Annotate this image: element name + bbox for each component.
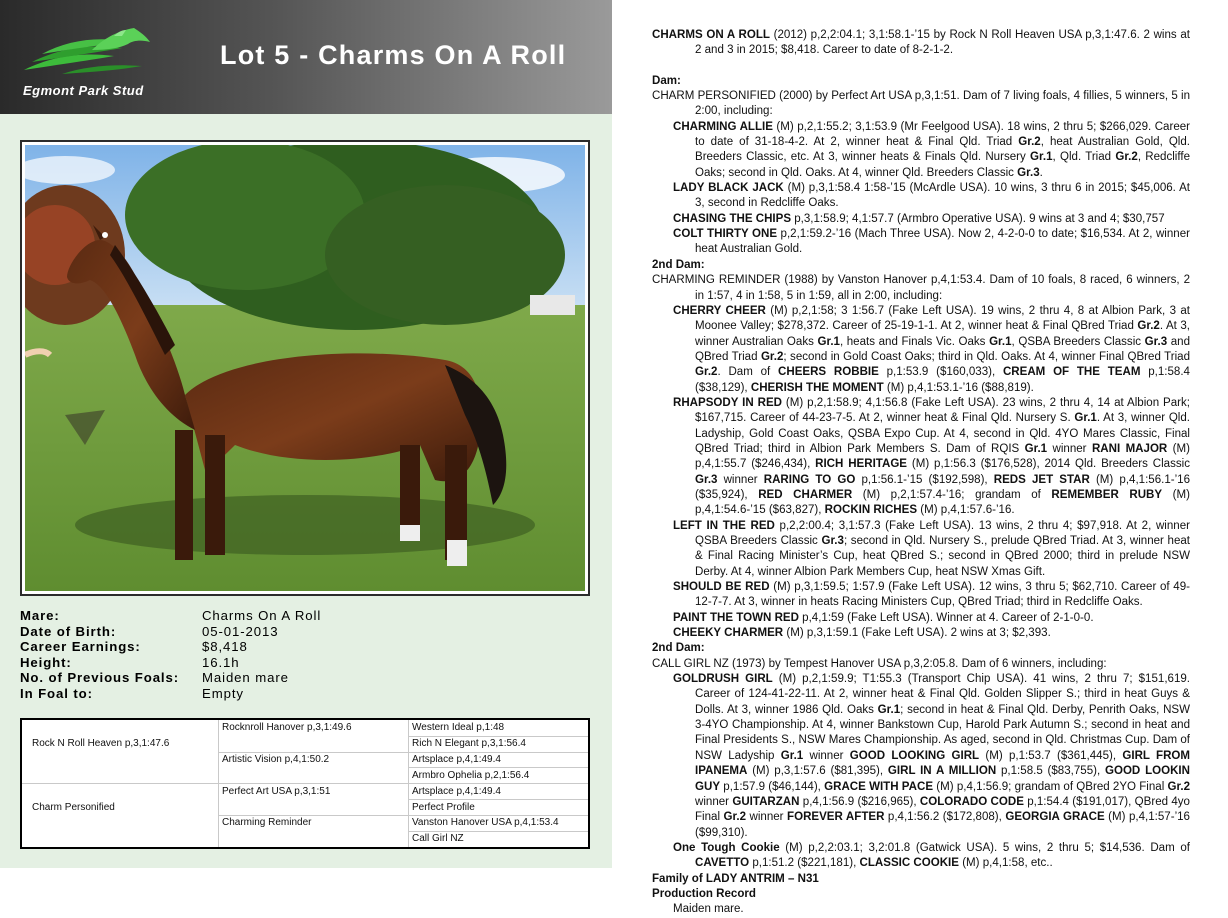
- progeny-name: SHOULD BE RED: [673, 581, 770, 594]
- progeny-text: p,1:53.9 ($160,033),: [878, 366, 1003, 379]
- grade-label: Gr.2: [1115, 151, 1138, 164]
- offspring-name: RANI MAJOR: [1091, 442, 1168, 455]
- grade-label: Gr.2: [1137, 320, 1160, 333]
- pedigree-gen3: Armbro Ophelia p,2,1:56.4: [412, 770, 530, 781]
- pedigree-gen2: Perfect Art USA p,3,1:51: [222, 786, 331, 797]
- progeny-text: (M) p,1:56.3 ($176,528), 2014 Qld. Breeders Classic: [907, 458, 1190, 471]
- detail-value: Charms On A Roll: [202, 608, 322, 623]
- pedigree-divider: [218, 752, 590, 753]
- progeny-text: , QSBA Breeders Classic: [1011, 335, 1145, 348]
- progeny-name: LADY BLACK JACK: [673, 182, 784, 195]
- detail-label: Date of Birth:: [20, 623, 117, 639]
- progeny-name: CHARMING ALLIE: [673, 120, 773, 133]
- pedigree-sire: Rock N Roll Heaven p,3,1:47.6: [32, 738, 170, 749]
- offspring-name: REDS JET STAR: [993, 473, 1090, 486]
- pedigree-divider: [408, 831, 590, 832]
- second-dam-text: CHARMING REMINDER (1988) by Vanston Hanover p,4,1:53.4. Dam of 10 foals, 8 raced, 6 winners, 2 in 1:57, 4 in 1:58, 5 in 1:59, all in 2:00, including:: [652, 274, 1190, 302]
- offspring-name: CREAM OF THE TEAM: [1002, 366, 1141, 379]
- grade-label: Gr.1: [1030, 151, 1053, 164]
- progeny-text: p,1:57.9 ($46,144),: [720, 780, 825, 793]
- pedigree-gen3: Vanston Hanover USA p,4,1:53.4: [412, 817, 559, 828]
- third-dam-heading: 2nd Dam:: [652, 642, 705, 655]
- progeny-entry: [652, 611, 1190, 626]
- progeny-text: (M) p,2,1:57.4-’16; grandam of: [852, 488, 1052, 501]
- detail-label: Height:: [20, 654, 72, 670]
- offspring-name: GEORGIA GRACE: [1005, 811, 1105, 824]
- progeny-text: winner: [746, 811, 788, 824]
- pedigree-divider: [408, 799, 590, 800]
- grade-label: Gr.1: [1074, 412, 1097, 425]
- progeny-entry: [652, 580, 1190, 611]
- grade-label: Gr.2: [1167, 780, 1190, 793]
- progeny-entry: [652, 519, 1190, 580]
- progeny-text: (M) p,3,1:59.5; 1:57.9 (Fake Left USA). 12 wins, 3 thru 5; $62,710. Career of 49-12-7-7. At 3, winner in heats Racing Ministers Cup, QBred Triad; third in Redcliffe Oaks.: [695, 581, 1190, 609]
- detail-label: Career Earnings:: [20, 639, 141, 655]
- progeny-text: p,1:56.1-’15 ($192,598),: [855, 473, 994, 486]
- detail-value: 05-01-2013: [202, 623, 279, 639]
- offspring-name: ROCKIN RICHES: [824, 504, 918, 517]
- grade-label: Gr.3: [821, 535, 844, 547]
- offspring-name: GUITARZAN: [732, 795, 800, 808]
- horse-photo: [20, 140, 590, 596]
- progeny-text: p,4,1:56.9 ($216,965),: [799, 795, 920, 808]
- grade-label: Gr.3: [1144, 335, 1168, 348]
- pedigree-divider: [218, 720, 219, 849]
- pedigree-divider: [408, 720, 409, 849]
- progeny-text: (M) p,4,1:57-’16 ($99,310).: [695, 811, 1190, 839]
- catalogue-page: [652, 28, 1190, 918]
- detail-value: Empty: [202, 685, 244, 701]
- third-dam-text: CALL GIRL NZ (1973) by Tempest Hanover USA p,3,2:05.8. Dam of 6 winners, including:: [652, 657, 1107, 670]
- intro-text: (2012) p,2,2:04.1; 3,1:58.1-’15 by Rock N Roll Heaven USA p,3,1:47.6. 2 wins at 2 and 3 in 2015; $8,418. Career to date of 8-2-1-2.: [695, 29, 1190, 57]
- progeny-text: (M) p,4,1:53.1-’16 ($88,819).: [883, 381, 1034, 394]
- progeny-text: . Dam of: [717, 366, 779, 379]
- grade-label: Gr.1: [780, 749, 804, 762]
- offspring-name: REMEMBER RUBY: [1051, 488, 1163, 501]
- pedigree-gen3: Artsplace p,4,1:49.4: [412, 786, 501, 797]
- progeny-text: , Qld. Triad: [1052, 151, 1116, 164]
- progeny-name: PAINT THE TOWN RED: [673, 611, 799, 624]
- progeny-text: p,3,1:58.9; 4,1:57.7 (Armbro Operative USA). 9 wins at 3 and 4; $30,757: [791, 212, 1165, 225]
- pedigree-gen3: Perfect Profile: [412, 802, 475, 813]
- progeny-entry: [652, 120, 1190, 181]
- progeny-name: RHAPSODY IN RED: [673, 396, 783, 409]
- progeny-text: , Redcliffe Oaks; second in Qld. Oaks. At 4, winner Qld. Breeders Classic: [695, 151, 1190, 179]
- progeny-text: p,2,1:59.2-’16 (Mach Three USA). Now 2, 4-2-0-0 to date; $16,534. At 2, winner heat Australian Gold.: [695, 228, 1190, 256]
- pedigree-gen3: Call Girl NZ: [412, 833, 464, 844]
- grade-label: Gr.2: [723, 811, 746, 824]
- grade-label: Gr.1: [989, 335, 1012, 348]
- progeny-entry: [652, 672, 1190, 841]
- left-panel: [0, 0, 612, 868]
- progeny-text: winner: [695, 795, 733, 808]
- header-bar: [0, 0, 612, 114]
- progeny-entry: [652, 212, 1190, 227]
- progeny-text: (M) p,2,2:03.1; 3,2:01.8 (Gatwick USA). 5 wins, 2 thru 5; $14,536. Dam of: [779, 841, 1190, 854]
- progeny-text: (M) p,2,1:59.9; T1:55.3 (Transport Chip USA). 41 wins, 2 thru 7; $151,619. Career of 124-41-22-11. At 2, winner heat & Final Qld. Golden Slipper S.; third in heat Guys & Dolls. At 3, winner 1986 Qld. Oaks: [695, 673, 1190, 716]
- progeny-name: One Tough Cookie: [673, 841, 780, 854]
- dam-heading: Dam:: [652, 74, 681, 87]
- progeny-text: (M) p,2,1:58.9; 4,1:56.8 (Fake Left USA). 23 wins, 2 thru 4, 14 at Albion Park; $167,715. Career of 44-23-7-5. At 2, winner heat & Final Qld. Nursery S.: [695, 396, 1191, 425]
- mare-name: CHARMS ON A ROLL: [652, 29, 770, 41]
- detail-value: $8,418: [202, 639, 248, 655]
- pedigree-dam: Charm Personified: [32, 802, 115, 813]
- pedigree-table: [20, 718, 590, 849]
- grade-label: Gr.1: [1024, 442, 1048, 455]
- horse-logo-icon: [22, 26, 152, 78]
- pedigree-gen3: Western Ideal p,1:48: [412, 722, 505, 733]
- pedigree-divider: [408, 736, 590, 737]
- detail-label: Mare:: [20, 608, 60, 623]
- progeny-text: . At 3, winner Australian Oaks: [695, 320, 1190, 348]
- progeny-text: ; second in heat & Final Qld. Derby, Penrith Oaks, NSW 3-4YO Championship. At 4, winner Bankstown Cup, Harold Park Autumn S.; second in heat and Final Presidents S., NSW Mares Championship. As aged, second in Qld. Christmas Cup. Dam of NSW Ladyship: [695, 703, 1191, 762]
- progeny-text: (M) p,4,1:56.9; grandam of QBred 2YO Final: [933, 780, 1168, 793]
- offspring-name: GOOD LOOKING GIRL: [849, 749, 980, 762]
- progeny-entry: [652, 227, 1190, 258]
- progeny-text: winner: [803, 749, 850, 762]
- progeny-text: p,4,1:59 (Fake Left USA). Winner at 4. Career of 2-1-0-0.: [798, 611, 1094, 624]
- pedigree-divider: [22, 783, 590, 784]
- pedigree-gen3: Rich N Elegant p,3,1:56.4: [412, 738, 526, 749]
- progeny-entry: [652, 181, 1190, 212]
- progeny-name: CHEEKY CHARMER: [673, 627, 784, 640]
- production-heading: Production Record: [652, 887, 756, 900]
- pedigree-gen2: Charming Reminder: [222, 817, 312, 828]
- progeny-name: LEFT IN THE RED: [673, 519, 775, 532]
- progeny-entry: [652, 396, 1190, 519]
- detail-value: 16.1h: [202, 654, 240, 670]
- progeny-text: (M) p,4,1:57.6-’16.: [917, 504, 1015, 517]
- horse-photo-icon: [25, 145, 585, 591]
- second-dam-heading: 2nd Dam:: [652, 258, 705, 271]
- offspring-name: CAVETTO: [695, 857, 750, 870]
- progeny-text: p,1:54.4 ($191,017), QBred 4yo Final: [695, 795, 1190, 824]
- progeny-text: . At 3, winner Qld. Ladyship, Gold Coast Oaks, QSBA Expo Cup. At 4, second in Qld. 4YO Mares Classic, Final QBred Triad; third in Albion Park Members S. Dam of RQIS: [695, 412, 1190, 455]
- offspring-name: CHERISH THE MOMENT: [750, 381, 884, 394]
- grade-label: Gr.2: [695, 366, 718, 379]
- lot-title: Lot 5 - Charms On A Roll: [220, 40, 567, 70]
- pedigree-divider: [408, 767, 590, 768]
- progeny-text: ; second in Qld. Nursery S., prelude QBred Triad. At 3, winner heat & Final Racing Minister’s Cup, heat QBred S.; second in QBred 2000; third in prelude NSW Derby. At 4, winner Albion Park Members Cup, heat NSW Xmas Gift.: [695, 535, 1191, 578]
- brand-name: Egmont Park Stud: [23, 83, 144, 98]
- progeny-entry: [652, 841, 1190, 872]
- offspring-name: GRACE WITH PACE: [824, 780, 934, 793]
- offspring-name: FOREVER AFTER: [787, 811, 885, 824]
- progeny-text: (M) p,3,1:59.1 (Fake Left USA). 2 wins at 3; $2,393.: [783, 627, 1051, 640]
- intro-paragraph: [652, 28, 1190, 59]
- pedigree-gen2: Rocknroll Hanover p,3,1:49.6: [222, 722, 352, 733]
- pedigree-divider: [218, 815, 590, 816]
- progeny-text: (M) p,3,1:57.6 ($81,395),: [747, 765, 888, 778]
- offspring-name: CHEERS ROBBIE: [778, 366, 879, 379]
- detail-label: No. of Previous Foals:: [20, 670, 180, 686]
- offspring-name: RICH HERITAGE: [815, 458, 908, 471]
- grade-label: Gr.2: [760, 350, 784, 363]
- grade-label: Gr.2: [1018, 136, 1041, 149]
- family-line: Family of LADY ANTRIM – N31: [652, 872, 819, 885]
- grade-label: Gr.3: [1017, 166, 1040, 179]
- progeny-entry: [652, 626, 1190, 641]
- offspring-name: GOOD LOOKIN GUY: [695, 765, 1190, 793]
- progeny-text: (M) p,4,1:56.1-’16 ($35,924),: [695, 473, 1191, 501]
- progeny-text: winner: [1047, 442, 1092, 455]
- progeny-text: , heats and Finals Vic. Oaks: [839, 335, 990, 348]
- progeny-text: winner: [717, 473, 764, 486]
- progeny-text: (M) p,2,1:55.2; 3,1:53.9 (Mr Feelgood USA). 18 wins, 2 thru 5; $266,029. Career to date of 31-18-4-2. At 2, winner heat & Final Qld. Triad: [695, 120, 1191, 149]
- progeny-text: .: [1039, 166, 1043, 179]
- progeny-text: (M) p,3,1:58.4 1:58-’15 (McArdle USA). 10 wins, 3 thru 6 in 2015; $45,006. At 3, second in Redcliffe Oaks.: [695, 182, 1190, 210]
- progeny-entry: [652, 304, 1190, 396]
- offspring-name: GIRL IN A MILLION: [887, 765, 997, 778]
- offspring-name: CLASSIC COOKIE: [859, 857, 959, 870]
- progeny-name: CHERRY CHEER: [673, 304, 766, 317]
- grade-label: Gr.1: [817, 335, 840, 348]
- dam-text: CHARM PERSONIFIED (2000) by Perfect Art USA p,3,1:51. Dam of 7 living foals, 4 fillies, 5 winners, 5 in 2:00, including:: [652, 90, 1190, 118]
- progeny-text: (M) p,4,1:58, etc..: [958, 857, 1053, 870]
- grade-label: Gr.3: [695, 473, 718, 486]
- grade-label: Gr.1: [877, 703, 901, 716]
- spacer: [652, 59, 1190, 74]
- production-text: Maiden mare.: [673, 903, 744, 916]
- progeny-text: (M) p,4,1:55.7 ($246,434),: [695, 442, 1190, 471]
- progeny-text: and QBred Triad: [695, 335, 1190, 363]
- offspring-name: RARING TO GO: [763, 473, 856, 486]
- progeny-text: p,1:51.2 ($221,181),: [749, 857, 860, 870]
- progeny-text: (M) p,1:53.7 ($361,445),: [979, 749, 1123, 762]
- progeny-text: (M) p,4,1:54.6-’15 ($63,827),: [695, 488, 1190, 517]
- progeny-text: (M) p,2,1:58; 3 1:56.7 (Fake Left USA). 19 wins, 2 thru 4, 8 at Albion Park, 3 at Moonee Valley; $278,372. Career of 25-19-1-1. At 2, winner heat & Final QBred Triad: [695, 304, 1190, 333]
- progeny-name: CHASING THE CHIPS: [673, 212, 792, 225]
- offspring-name: RED CHARMER: [758, 488, 853, 501]
- offspring-name: GIRL FROM IPANEMA: [695, 749, 1191, 778]
- progeny-text: ; second in Gold Coast Oaks; third in Qld. Oaks. At 4, winner Final QBred Triad: [783, 350, 1190, 363]
- progeny-text: p,1:58.5 ($83,755),: [996, 765, 1105, 778]
- pedigree-gen2: Artistic Vision p,4,1:50.2: [222, 754, 330, 765]
- detail-value: Maiden mare: [202, 670, 289, 686]
- progeny-text: , heat Australian Gold, Qld. Breeders Classic, etc. At 3, winner heats & Finals Qld. Nursery: [695, 136, 1190, 164]
- offspring-name: COLORADO CODE: [919, 795, 1024, 808]
- progeny-text: p,4,1:56.2 ($172,808),: [884, 811, 1006, 824]
- progeny-text: p,1:58.4 ($38,129),: [695, 366, 1190, 394]
- detail-label: In Foal to:: [20, 685, 93, 701]
- progeny-text: p,2,2:00.4; 3,1:57.3 (Fake Left USA). 13 wins, 2 thru 4; $97,918. At 2, winner QSBA Breeders Classic: [695, 519, 1190, 547]
- progeny-name: GOLDRUSH GIRL: [673, 673, 773, 686]
- pedigree-gen3: Artsplace p,4,1:49.4: [412, 754, 501, 765]
- progeny-name: COLT THIRTY ONE: [673, 228, 778, 241]
